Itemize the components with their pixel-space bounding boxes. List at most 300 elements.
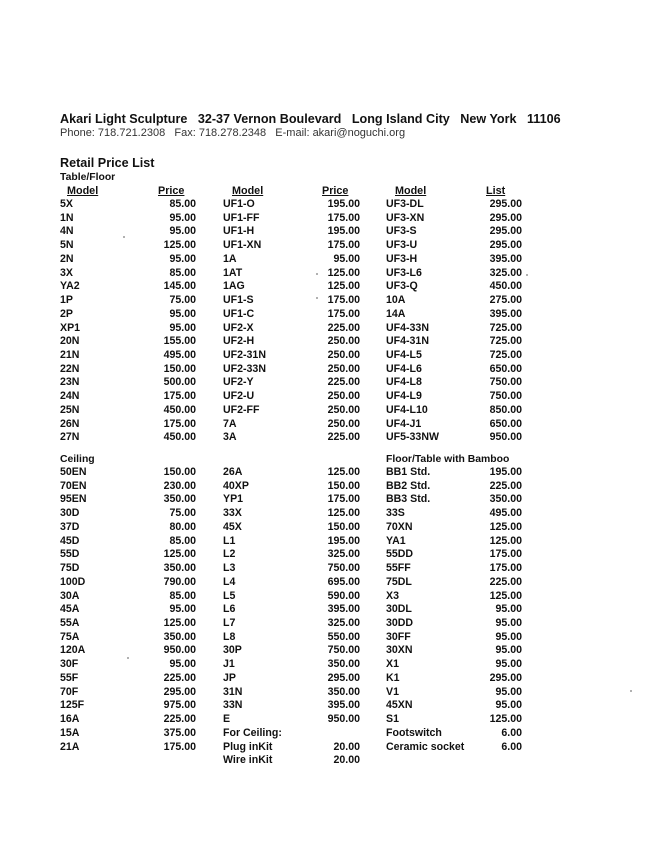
table-floor-left-row <box>60 308 196 322</box>
model-name: 3X <box>60 266 73 279</box>
table-floor-right-row <box>386 239 522 253</box>
ceiling-left-row <box>60 548 196 562</box>
price-value: 250.00 <box>327 362 360 375</box>
model-name: L8 <box>223 630 236 643</box>
table-floor-right-row <box>386 225 522 239</box>
table-floor-right-row <box>386 212 522 226</box>
model-name: UF2-X <box>223 321 254 334</box>
model-name: 1N <box>60 211 74 224</box>
company-header: Akari Light Sculpture 32-37 Vernon Boulevard Long Island City New York 11106 <box>60 112 561 126</box>
table-floor-left-row <box>60 212 196 226</box>
model-name: BB1 Std. <box>386 466 431 478</box>
price-value: 95.00 <box>169 603 196 616</box>
col3-model-header: Model <box>395 185 427 197</box>
model-name: L3 <box>223 562 236 575</box>
table-floor-right-row <box>386 363 522 377</box>
ceiling-left-row <box>60 672 196 686</box>
price-value: 20.00 <box>333 754 360 767</box>
col1-model-header: Model <box>67 185 99 197</box>
table-floor-middle-row <box>223 322 360 336</box>
price-value: 395.00 <box>489 252 522 265</box>
model-name: UF3-S <box>386 225 417 238</box>
model-name: UF2-U <box>223 390 255 403</box>
model-name: 3A <box>223 431 237 444</box>
ceiling-middle-row <box>223 741 360 755</box>
table-floor-right-row <box>386 198 522 212</box>
model-name: 24N <box>60 390 80 403</box>
price-value: 230.00 <box>163 479 196 492</box>
ceiling-left-row <box>60 466 196 480</box>
price-value: 20.00 <box>333 740 360 753</box>
price-value: 725.00 <box>489 349 522 362</box>
table-floor-left-row <box>60 280 196 294</box>
bamboo-row <box>386 727 522 741</box>
model-name: UF1-FF <box>223 211 260 224</box>
price-value: 350.00 <box>327 658 360 671</box>
price-value: 295.00 <box>489 239 522 252</box>
bamboo-row <box>386 576 522 590</box>
price-value: 125.00 <box>163 239 196 252</box>
table-floor-right-row <box>386 349 522 363</box>
model-name: YP1 <box>223 493 244 506</box>
price-value: 75.00 <box>169 507 196 520</box>
price-value: 125.00 <box>489 534 522 547</box>
price-value: 150.00 <box>163 362 196 375</box>
price-value: 95.00 <box>495 603 522 616</box>
model-name: UF4-L8 <box>386 376 422 389</box>
bamboo-row <box>386 631 522 645</box>
model-name: UF3-U <box>386 239 418 252</box>
model-name: J1 <box>223 658 235 671</box>
ceiling-left-row <box>60 590 196 604</box>
bamboo-row <box>386 699 522 713</box>
model-name: BB2 Std. <box>386 479 431 492</box>
scan-speck <box>526 274 528 276</box>
ceiling-middle-row <box>223 603 360 617</box>
model-name: L2 <box>223 548 236 561</box>
price-value: 175.00 <box>327 239 360 252</box>
price-value: 225.00 <box>163 671 196 684</box>
price-value: 650.00 <box>489 362 522 375</box>
price-value: 95.00 <box>495 658 522 671</box>
model-name: 55DD <box>386 548 414 561</box>
bamboo-row <box>386 741 522 755</box>
price-value: 295.00 <box>327 671 360 684</box>
bamboo-row <box>386 507 522 521</box>
model-name: 70XN <box>386 520 413 533</box>
bamboo-row <box>386 713 522 727</box>
col1-price-header: Price <box>158 185 185 197</box>
price-value: 250.00 <box>327 417 360 430</box>
model-name: Plug inKit <box>223 740 273 753</box>
price-value: 350.00 <box>163 493 196 506</box>
model-name: UF3-H <box>386 252 418 265</box>
table-floor-left-row <box>60 363 196 377</box>
ceiling-left-row <box>60 507 196 521</box>
price-value: 125.00 <box>327 280 360 293</box>
table-floor-middle-row <box>223 253 360 267</box>
ceiling-middle-row <box>223 535 360 549</box>
table-floor-left-row <box>60 390 196 404</box>
model-name: 30A <box>60 589 80 602</box>
model-name: 1P <box>60 294 73 307</box>
price-value: 590.00 <box>327 589 360 602</box>
ceiling-left-row <box>60 493 196 507</box>
ceiling-left-row <box>60 713 196 727</box>
price-value: 195.00 <box>327 225 360 238</box>
col3-list-header: List <box>486 185 506 197</box>
section-ceiling: Ceiling <box>60 454 95 465</box>
price-value: 395.00 <box>489 307 522 320</box>
table-floor-right-row <box>386 267 522 281</box>
model-name: UF3-L6 <box>386 266 422 279</box>
ceiling-middle-row <box>223 466 360 480</box>
model-name: K1 <box>386 671 400 684</box>
model-name: UF1-H <box>223 225 255 238</box>
table-floor-right-row <box>386 418 522 432</box>
model-name: UF4-L10 <box>386 403 428 416</box>
model-name: UF1-O <box>223 198 255 210</box>
bamboo-row <box>386 493 522 507</box>
ceiling-middle-row <box>223 576 360 590</box>
model-name: 55D <box>60 548 80 561</box>
price-value: 195.00 <box>327 534 360 547</box>
ceiling-left-row <box>60 535 196 549</box>
table-floor-right-row <box>386 335 522 349</box>
model-name: 125F <box>60 699 85 712</box>
price-value: 80.00 <box>169 520 196 533</box>
bamboo-row <box>386 480 522 494</box>
scan-speck <box>123 236 125 238</box>
ceiling-middle-row <box>223 754 360 768</box>
bamboo-row <box>386 644 522 658</box>
model-name: YA2 <box>60 280 80 293</box>
model-name: 120A <box>60 644 86 657</box>
table-floor-middle-row <box>223 239 360 253</box>
ceiling-middle-row <box>223 521 360 535</box>
table-floor-middle-row <box>223 294 360 308</box>
model-name: 55FF <box>386 562 411 575</box>
model-name: 25N <box>60 403 80 416</box>
price-value: 175.00 <box>163 390 196 403</box>
model-name: 21N <box>60 349 80 362</box>
price-value: 150.00 <box>163 466 196 478</box>
model-name: 33N <box>223 699 243 712</box>
price-value: 125.00 <box>489 520 522 533</box>
price-value: 95.00 <box>169 658 196 671</box>
ceiling-left-row <box>60 631 196 645</box>
model-name: UF2-Y <box>223 376 254 389</box>
price-value: 950.00 <box>327 713 360 726</box>
price-value: 125.00 <box>163 617 196 630</box>
price-value: 295.00 <box>489 671 522 684</box>
model-name: 100D <box>60 575 86 588</box>
ceiling-middle-row <box>223 493 360 507</box>
table-floor-right-row <box>386 280 522 294</box>
ceiling-left-row <box>60 603 196 617</box>
model-name: UF5-33NW <box>386 431 439 444</box>
model-name: 1A <box>223 252 237 265</box>
model-name: UF4-31N <box>386 335 429 348</box>
model-name: 33X <box>223 507 242 520</box>
price-value: 350.00 <box>163 630 196 643</box>
price-value: 225.00 <box>327 431 360 444</box>
model-name: 16A <box>60 713 80 726</box>
model-name: 10A <box>386 294 406 307</box>
model-name: L4 <box>223 575 236 588</box>
price-value: 325.00 <box>327 548 360 561</box>
model-name: UF1-C <box>223 307 255 320</box>
table-floor-right-row <box>386 431 522 445</box>
price-value: 175.00 <box>163 417 196 430</box>
price-value: 790.00 <box>163 575 196 588</box>
model-name: UF3-Q <box>386 280 418 293</box>
ceiling-left-row <box>60 644 196 658</box>
section-table-floor: Table/Floor <box>60 172 116 183</box>
model-name: UF1-S <box>223 294 254 307</box>
price-value: 250.00 <box>327 335 360 348</box>
table-floor-left-row <box>60 198 196 212</box>
price-value: 85.00 <box>169 198 196 210</box>
price-value: 725.00 <box>489 335 522 348</box>
ceiling-middle-row <box>223 507 360 521</box>
table-floor-left-row <box>60 376 196 390</box>
price-value: 195.00 <box>327 198 360 210</box>
price-value: 175.00 <box>327 493 360 506</box>
scan-speck <box>316 273 318 275</box>
model-name: 95EN <box>60 493 87 506</box>
price-value: 175.00 <box>327 211 360 224</box>
table-floor-left-row <box>60 335 196 349</box>
model-name: L7 <box>223 617 236 630</box>
contact-line: Phone: 718.721.2308 Fax: 718.278.2348 E-mail: akari@noguchi.org <box>60 127 406 139</box>
table-floor-middle-row <box>223 335 360 349</box>
price-value: 225.00 <box>327 321 360 334</box>
ceiling-middle-row <box>223 590 360 604</box>
price-value: 250.00 <box>327 403 360 416</box>
table-floor-left-row <box>60 267 196 281</box>
table-floor-right-row <box>386 322 522 336</box>
price-value: 495.00 <box>489 507 522 520</box>
ceiling-middle-row <box>223 562 360 576</box>
model-name: XP1 <box>60 321 81 334</box>
table-floor-middle-row <box>223 225 360 239</box>
price-value: 125.00 <box>327 466 360 478</box>
model-name: X3 <box>386 589 399 602</box>
model-name: 4N <box>60 225 74 238</box>
bamboo-row <box>386 658 522 672</box>
price-value: 75.00 <box>169 294 196 307</box>
model-name: JP <box>223 671 236 684</box>
price-value: 95.00 <box>495 617 522 630</box>
scan-speck <box>127 657 129 659</box>
price-value: 95.00 <box>169 321 196 334</box>
table-floor-right-row <box>386 376 522 390</box>
table-floor-middle-row <box>223 376 360 390</box>
model-name: S1 <box>386 713 399 726</box>
price-value: 325.00 <box>327 617 360 630</box>
price-value: 450.00 <box>163 431 196 444</box>
model-name: 33S <box>386 507 405 520</box>
table-floor-middle-row <box>223 431 360 445</box>
col2-model-header: Model <box>232 185 264 197</box>
table-floor-middle-row <box>223 363 360 377</box>
model-name: UF4-L9 <box>386 390 422 403</box>
ceiling-left-row <box>60 727 196 741</box>
price-value: 150.00 <box>327 520 360 533</box>
table-floor-right-row <box>386 404 522 418</box>
model-name: 45A <box>60 603 80 616</box>
price-value: 650.00 <box>489 417 522 430</box>
bamboo-row <box>386 617 522 631</box>
price-value: 95.00 <box>495 630 522 643</box>
price-value: 85.00 <box>169 266 196 279</box>
model-name: 5N <box>60 239 74 252</box>
table-floor-left-row <box>60 225 196 239</box>
model-name: UF4-J1 <box>386 417 422 430</box>
model-name: Footswitch <box>386 726 442 739</box>
price-value: 395.00 <box>327 699 360 712</box>
model-name: 30F <box>60 658 79 671</box>
price-value: 85.00 <box>169 534 196 547</box>
ceiling-left-row <box>60 699 196 713</box>
price-value: 250.00 <box>327 390 360 403</box>
model-name: 45XN <box>386 699 413 712</box>
price-value: 225.00 <box>327 376 360 389</box>
table-floor-middle-row <box>223 404 360 418</box>
price-value: 125.00 <box>163 548 196 561</box>
price-value: 350.00 <box>327 685 360 698</box>
ceiling-left-row <box>60 480 196 494</box>
price-value: 175.00 <box>327 307 360 320</box>
model-name: Ceramic socket <box>386 740 465 753</box>
price-value: 6.00 <box>501 740 522 753</box>
table-floor-right-row <box>386 390 522 404</box>
price-value: 450.00 <box>163 403 196 416</box>
price-value: 750.00 <box>327 644 360 657</box>
price-value: 750.00 <box>489 376 522 389</box>
table-floor-middle-row <box>223 308 360 322</box>
table-floor-left-row <box>60 322 196 336</box>
price-value: 250.00 <box>327 349 360 362</box>
model-name: 75D <box>60 562 80 575</box>
price-value: 350.00 <box>163 562 196 575</box>
model-name: UF4-33N <box>386 321 429 334</box>
price-value: 725.00 <box>489 321 522 334</box>
table-floor-middle-row <box>223 390 360 404</box>
model-name: 70EN <box>60 479 87 492</box>
model-name: 14A <box>386 307 406 320</box>
ceiling-middle-row <box>223 644 360 658</box>
price-value: 500.00 <box>163 376 196 389</box>
table-floor-left-row <box>60 349 196 363</box>
table-floor-middle-row <box>223 418 360 432</box>
price-value: 150.00 <box>327 479 360 492</box>
price-value: 95.00 <box>169 225 196 238</box>
table-floor-right-row <box>386 294 522 308</box>
price-value: 95.00 <box>169 252 196 265</box>
model-name: 1AT <box>223 266 243 279</box>
model-name: 45X <box>223 520 242 533</box>
price-value: 295.00 <box>163 685 196 698</box>
price-value: 95.00 <box>495 699 522 712</box>
model-name: UF3-DL <box>386 198 424 210</box>
model-name: 55A <box>60 617 80 630</box>
table-floor-middle-row <box>223 349 360 363</box>
model-name: 40XP <box>223 479 249 492</box>
model-name: 5X <box>60 198 73 210</box>
table-floor-right-row <box>386 253 522 267</box>
model-name: 50EN <box>60 466 87 478</box>
price-value: 95.00 <box>333 252 360 265</box>
price-value: 6.00 <box>501 726 522 739</box>
model-name: 30P <box>223 644 242 657</box>
ceiling-left-row <box>60 658 196 672</box>
price-value: 95.00 <box>169 211 196 224</box>
price-value: 175.00 <box>489 562 522 575</box>
table-floor-right-row <box>386 308 522 322</box>
model-name: E <box>223 713 231 726</box>
price-value: 950.00 <box>489 431 522 444</box>
ceiling-middle-row <box>223 617 360 631</box>
model-name: 15A <box>60 726 80 739</box>
price-value: 175.00 <box>163 740 196 753</box>
price-value: 155.00 <box>163 335 196 348</box>
model-name: 31N <box>223 685 243 698</box>
bamboo-row <box>386 521 522 535</box>
model-name: 22N <box>60 362 80 375</box>
model-name: 30DL <box>386 603 412 616</box>
price-value: 95.00 <box>495 644 522 657</box>
price-value: 95.00 <box>495 685 522 698</box>
ceiling-middle-row <box>223 713 360 727</box>
table-floor-left-row <box>60 239 196 253</box>
ceiling-middle-row <box>223 480 360 494</box>
price-value: 125.00 <box>489 589 522 602</box>
price-value: 450.00 <box>489 280 522 293</box>
model-name: 37D <box>60 520 80 533</box>
bamboo-row <box>386 590 522 604</box>
ceiling-middle-row <box>223 727 360 741</box>
model-name: 55F <box>60 671 79 684</box>
model-name: 45D <box>60 534 80 547</box>
price-value: 125.00 <box>489 713 522 726</box>
model-name: UF4-L5 <box>386 349 422 362</box>
table-floor-left-row <box>60 404 196 418</box>
price-value: 225.00 <box>489 479 522 492</box>
price-value: 175.00 <box>489 548 522 561</box>
ceiling-left-row <box>60 617 196 631</box>
model-name: 1AG <box>223 280 245 293</box>
price-value: 295.00 <box>489 211 522 224</box>
price-value: 750.00 <box>489 390 522 403</box>
model-name: 30XN <box>386 644 413 657</box>
model-name: UF2-FF <box>223 403 260 416</box>
ceiling-left-row <box>60 576 196 590</box>
price-value: 975.00 <box>163 699 196 712</box>
price-value: 145.00 <box>163 280 196 293</box>
ceiling-left-row <box>60 521 196 535</box>
ceiling-left-row <box>60 686 196 700</box>
table-floor-left-row <box>60 294 196 308</box>
model-name: 26N <box>60 417 80 430</box>
price-value: 275.00 <box>489 294 522 307</box>
price-value: 295.00 <box>489 198 522 210</box>
model-name: 70F <box>60 685 79 698</box>
ceiling-middle-row <box>223 686 360 700</box>
model-name: L6 <box>223 603 236 616</box>
price-value: 850.00 <box>489 403 522 416</box>
